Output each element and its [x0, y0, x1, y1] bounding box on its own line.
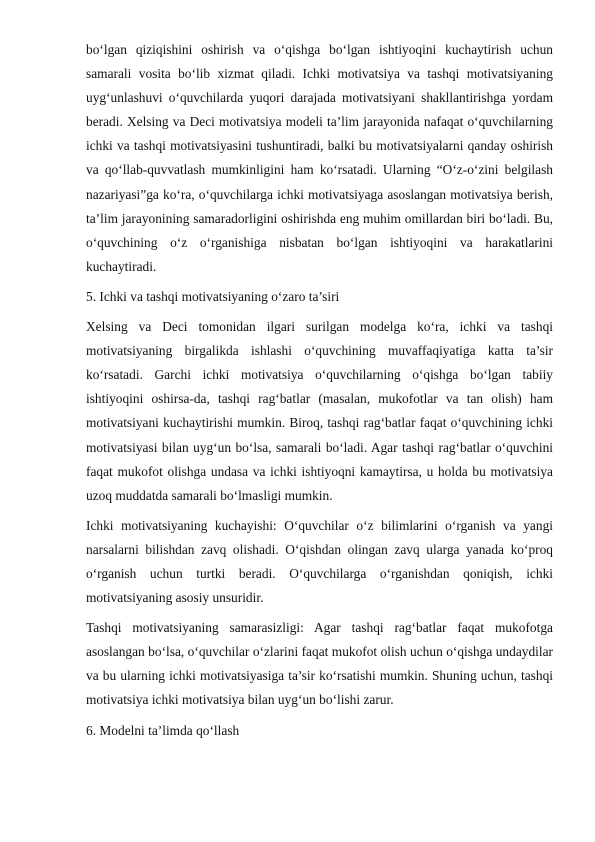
paragraph-interaction: Xelsing va Deci tomonidan ilgari surilgan modelga ko‘ra, ichki va tashqi motivatsiyaning birgalikda ishlashi o‘quvchining muvaffaqiyatiga katta ta’sir ko‘rsatadi. Garchi ichki motivatsiya o‘quvchilarning o‘qishga bo‘lgan tabiiy ishtiyoqini oshirsa-da, tashqi rag‘batlar (masalan, mukofotlar va tan olish) ham motivatsiyani kuchaytirishi mumkin. Biroq, tashqi rag‘batlar faqat o‘quvchining ichki motivatsiyasi bilan uyg‘un bo‘lsa, samarali bo‘ladi. Agar tashqi rag‘batlar o‘quvchini faqat mukofot olishga undasa va ichki ishtiyoqni kamaytirsa, u holda bu motivatsiya uzoq muddatda samarali bo‘lmasligi mumkin.	[86, 319, 553, 503]
section-heading-5: 5. Ichki va tashqi motivatsiyaning o‘zaro ta’siri	[86, 288, 340, 304]
paragraph-intro: bo‘lgan qiziqishini oshirish va o‘qishga bo‘lgan ishtiyoqini kuchaytirish uchun samarali vosita bo‘lib xizmat qiladi. Ichki motivatsiya va tashqi motivatsiyaning uyg‘unlashuvi o‘quvchilarda yuqori darajada motivatsiyani shakllantirishga yordam beradi. Xelsing va Deci motivatsiya modeli ta’lim jarayonida nafaqat o‘quvchilarning ichki va tashqi motivatsiyasini tushuntiradi, balki bu motivatsiyalarni qanday oshirish va qo‘llab-quvvatlash mumkinligini ham ko‘rsatadi. Ularning “O‘z-o‘zini belgilash nazariyasi”ga ko‘ra, o‘quvchilarga ichki motivatsiyaga asoslangan motivatsiya berish, ta’lim jarayonining samaradorligini oshirishda eng muhim omillardan biri bo‘ladi. Bu, o‘quvchining o‘z o‘rganishiga nisbatan bo‘lgan ishtiyoqini va harakatlarini kuchaytiradi.	[86, 42, 553, 274]
section-heading-6: 6. Modelni ta’limda qo‘llash	[86, 722, 240, 738]
document-page	[86, 38, 553, 749]
paragraph-intrinsic-strengthening: Ichki motivatsiyaning kuchayishi: O‘quvchilar o‘z bilimlarini o‘rganish va yangi narsalarni bilishdan zavq olishadi. O‘qishdan olingan zavq ularga yanada ko‘proq o‘rganish uchun turtki beradi. O‘quvchilarga o‘rganishdan qoniqish, ichki motivatsiyaning asosiy unsuridir.	[86, 517, 553, 606]
paragraph-extrinsic-ineffectiveness: Tashqi motivatsiyaning samarasizligi: Agar tashqi rag‘batlar faqat mukofotga asoslangan bo‘lsa, o‘quvchilar o‘zlarini faqat mukofot olish uchun o‘qishga undaydilar va bu ularning ichki motivatsiyasiga ta’sir ko‘rsatishi mumkin. Shuning uchun, tashqi motivatsiya ichki motivatsiya bilan uyg‘un bo‘lishi zarur.	[86, 620, 553, 708]
